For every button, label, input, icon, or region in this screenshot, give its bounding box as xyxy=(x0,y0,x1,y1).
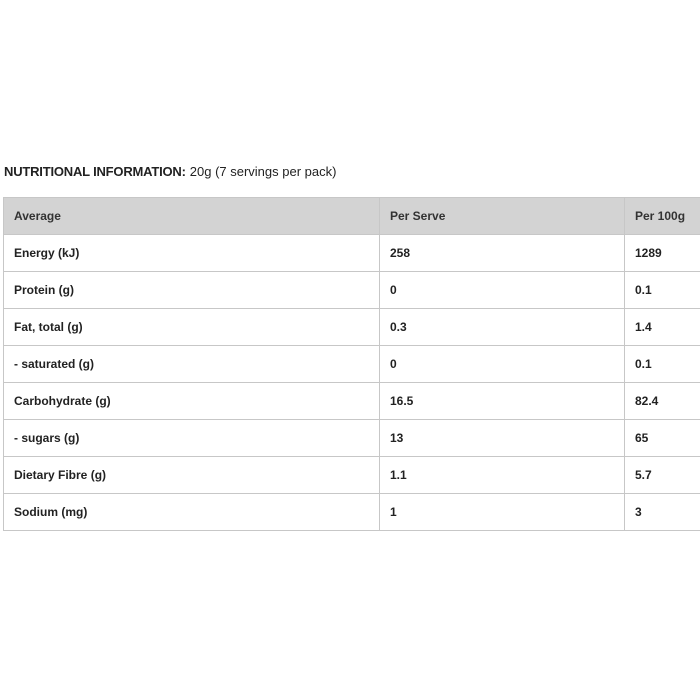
nutrient-name: Fat, total (g) xyxy=(4,309,380,346)
per-100g-value: 1.4 xyxy=(625,309,700,346)
nutrient-name: Energy (kJ) xyxy=(4,235,380,272)
per-serve-value: 0 xyxy=(380,346,625,383)
table-row-energy xyxy=(4,235,700,272)
table-row-dietary-fibre xyxy=(4,457,700,494)
nutrient-name: - saturated (g) xyxy=(4,346,380,383)
nutrient-name: Dietary Fibre (g) xyxy=(4,457,380,494)
per-serve-value: 16.5 xyxy=(380,383,625,420)
header-per-100g: Per 100g xyxy=(625,198,700,235)
per-serve-value: 1 xyxy=(380,494,625,531)
table-row-protein xyxy=(4,272,700,309)
table-row-sugars xyxy=(4,420,700,457)
per-serve-value: 1.1 xyxy=(380,457,625,494)
per-100g-value: 65 xyxy=(625,420,700,457)
per-100g-value: 5.7 xyxy=(625,457,700,494)
per-100g-value: 3 xyxy=(625,494,700,531)
table-header-row xyxy=(4,198,700,235)
per-serve-value: 0.3 xyxy=(380,309,625,346)
per-serve-value: 0 xyxy=(380,272,625,309)
header-per-serve: Per Serve xyxy=(380,198,625,235)
per-serve-value: 13 xyxy=(380,420,625,457)
table-row-saturated xyxy=(4,346,700,383)
table-row-carbohydrate xyxy=(4,383,700,420)
header-average: Average xyxy=(4,198,380,235)
nutrient-name: Protein (g) xyxy=(4,272,380,309)
per-100g-value: 1289 xyxy=(625,235,700,272)
nutrition-heading xyxy=(4,163,336,181)
nutrition-table xyxy=(3,197,700,531)
table-row-fat-total xyxy=(4,309,700,346)
table-row-sodium xyxy=(4,494,700,531)
nutrition-heading-label: NUTRITIONAL INFORMATION: xyxy=(4,164,186,179)
serving-size-text: 20g (7 servings per pack) xyxy=(189,164,337,179)
per-100g-value: 0.1 xyxy=(625,272,700,309)
nutrient-name: Carbohydrate (g) xyxy=(4,383,380,420)
per-serve-value: 258 xyxy=(380,235,625,272)
per-100g-value: 0.1 xyxy=(625,346,700,383)
nutrient-name: Sodium (mg) xyxy=(4,494,380,531)
nutrient-name: - sugars (g) xyxy=(4,420,380,457)
per-100g-value: 82.4 xyxy=(625,383,700,420)
